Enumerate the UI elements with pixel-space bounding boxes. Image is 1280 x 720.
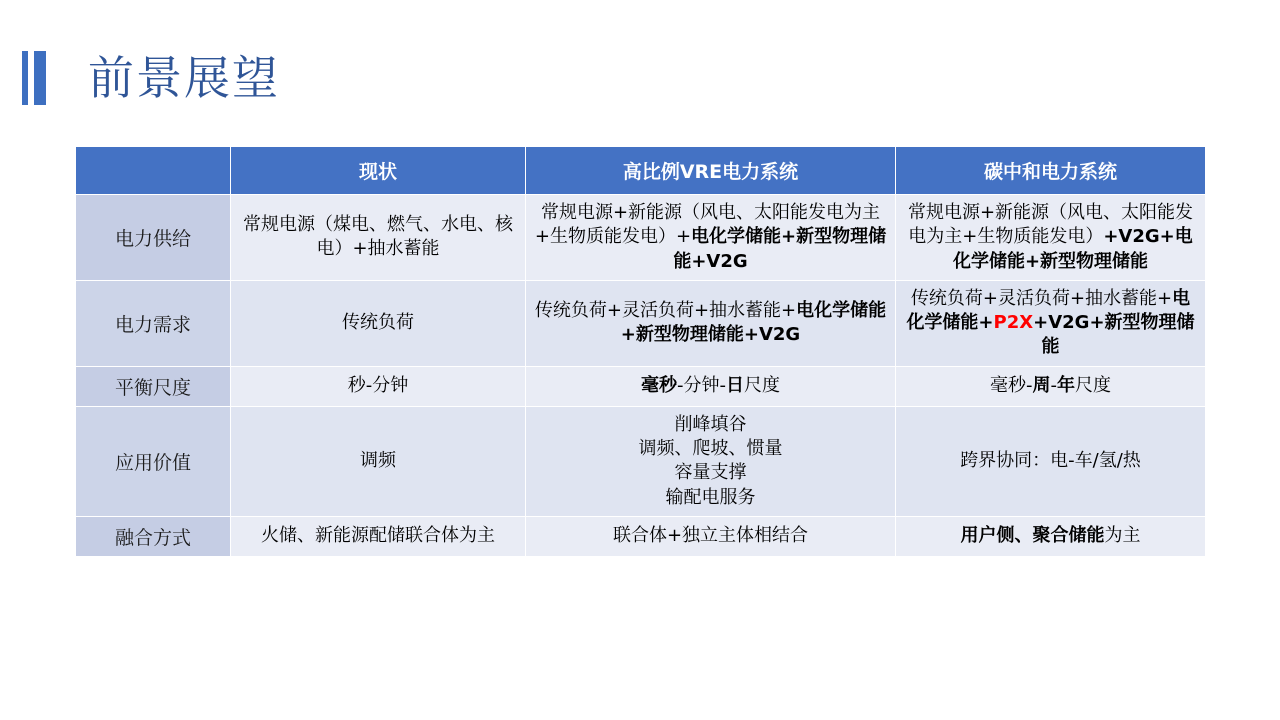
cell-integration-carbon [896, 516, 1206, 556]
cell-supply-current: 常规电源（煤电、燃气、水电、核电）+抽水蓄能 [231, 195, 526, 281]
cell-value-carbon: 跨界协同：电-车/氢/热 [896, 406, 1206, 516]
comparison-table [75, 146, 1206, 557]
title-accent-bars [22, 48, 46, 108]
cell-balance-current: 秒-分钟 [231, 366, 526, 406]
accent-bar-thick [34, 51, 46, 105]
row-label-supply: 电力供给 [76, 195, 231, 281]
cell-text-bold: 用户侧、聚合储能 [960, 525, 1105, 547]
table-row [76, 516, 1206, 556]
cell-demand-current: 传统负荷 [231, 280, 526, 366]
table-row [76, 406, 1206, 516]
column-header-current: 现状 [231, 147, 526, 195]
cell-text-bold: 年 [1057, 375, 1075, 397]
cell-text-plain: - [1050, 375, 1057, 397]
cell-text-plain: 传统负荷+灵活负荷+抽水蓄能+ [534, 300, 797, 322]
cell-supply-vre [526, 195, 896, 281]
page-title: 前景展望 [88, 51, 280, 105]
cell-text-bold: 周 [1032, 375, 1051, 397]
cell-text-plain: 常规电源+新能源（风电、太阳能发电为主+生物质能发电）+ [534, 202, 881, 248]
cell-text-plain: 常规电源+新能源（风电、太阳能发电为主+生物质能发电） [907, 202, 1194, 248]
cell-integration-current: 火储、新能源配储联合体为主 [231, 516, 526, 556]
cell-text-plain: 为主 [1104, 525, 1141, 547]
table-row [76, 280, 1206, 366]
cell-text-plain: 尺度 [1075, 375, 1111, 397]
cell-line: 输配电服务 [665, 486, 756, 508]
cell-demand-vre [526, 280, 896, 366]
cell-text-bold: 毫秒 [641, 375, 677, 397]
cell-line: 容量支撑 [674, 462, 747, 484]
table-corner-cell [76, 147, 231, 195]
cell-supply-carbon [896, 195, 1206, 281]
cell-balance-vre [526, 366, 896, 406]
column-header-carbon: 碳中和电力系统 [896, 147, 1206, 195]
table-header [76, 147, 1206, 195]
slide-title-area [0, 48, 280, 108]
cell-value-current: 调频 [231, 406, 526, 516]
row-label-demand: 电力需求 [76, 280, 231, 366]
column-header-vre: 高比例VRE电力系统 [526, 147, 896, 195]
cell-text-bold: +V2G+电化学储能+新型物理储能 [952, 226, 1193, 272]
cell-text-bold: 日 [726, 375, 744, 397]
table-row [76, 366, 1206, 406]
cell-text-plain: -分钟- [677, 375, 726, 397]
cell-demand-carbon [896, 280, 1206, 366]
cell-value-vre [526, 406, 896, 516]
table-header-row [76, 147, 1206, 195]
row-label-integration: 融合方式 [76, 516, 231, 556]
cell-line: 调频、爬坡、惯量 [638, 438, 783, 460]
table-row [76, 195, 1206, 281]
cell-integration-vre: 联合体+独立主体相结合 [526, 516, 896, 556]
cell-text-bold: 电化学储能+ [906, 287, 1191, 334]
row-label-balance: 平衡尺度 [76, 366, 231, 406]
cell-balance-carbon [896, 366, 1206, 406]
accent-bar-thin [22, 51, 28, 105]
table-body [76, 195, 1206, 557]
row-label-value: 应用价值 [76, 406, 231, 516]
cell-text-plain: 尺度 [744, 375, 780, 397]
cell-text-plain: 毫秒- [990, 375, 1033, 397]
cell-text-plain: 传统负荷+灵活负荷+抽水蓄能+ [910, 287, 1173, 309]
cell-line: 削峰填谷 [674, 413, 747, 435]
cell-text-bold: 电化学储能+新型物理储能+V2G [673, 226, 887, 272]
cell-text-highlight: P2X [993, 312, 1034, 334]
cell-text-bold: +V2G+新型物理储能 [1033, 312, 1195, 358]
cell-text-bold: 电化学储能+新型物理储能+V2G [620, 300, 887, 346]
